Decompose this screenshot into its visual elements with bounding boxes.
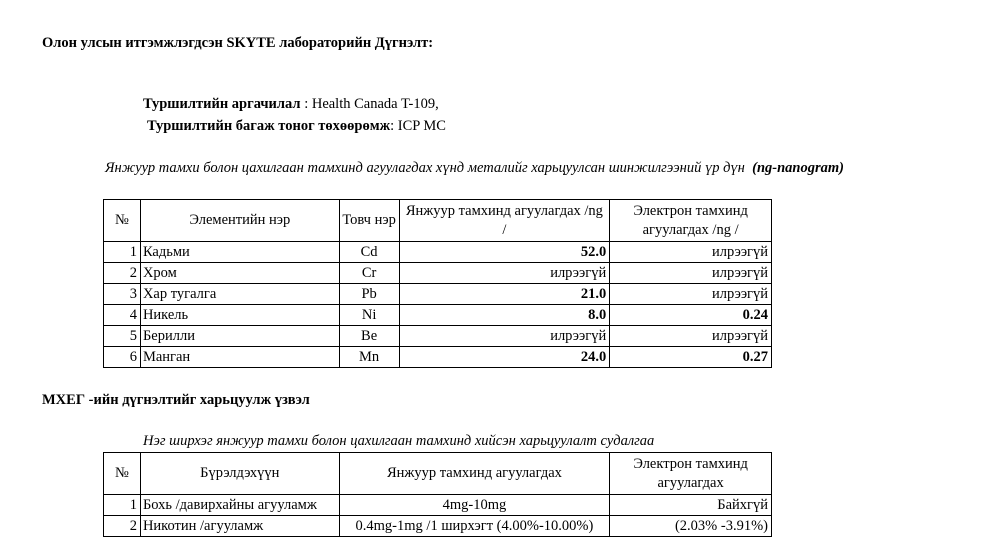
row-number: 2 bbox=[104, 516, 141, 537]
equipment-line bbox=[147, 118, 446, 135]
comparison-table bbox=[103, 452, 772, 537]
table-row bbox=[104, 326, 772, 347]
table1-caption bbox=[105, 160, 844, 177]
ecig-value: Байхгүй bbox=[610, 495, 772, 516]
row-number: 5 bbox=[104, 326, 141, 347]
row-number: 4 bbox=[104, 305, 141, 326]
element-name: Берилли bbox=[140, 326, 339, 347]
ecig-value: илрээгүй bbox=[610, 284, 772, 305]
cigarette-value: 24.0 bbox=[399, 347, 610, 368]
table1-header-cigarette: Янжуур тамхинд агуулагдах /ng / bbox=[399, 200, 610, 242]
table-row bbox=[104, 516, 772, 537]
table-row bbox=[104, 495, 772, 516]
ecig-value: 0.27 bbox=[610, 347, 772, 368]
table-row bbox=[104, 242, 772, 263]
cigarette-value: илрээгүй bbox=[399, 263, 610, 284]
method-label: Туршилтийн аргачилал bbox=[143, 96, 301, 112]
cigarette-value: 4mg-10mg bbox=[339, 495, 610, 516]
row-number: 1 bbox=[104, 495, 141, 516]
table2-header-component: Бүрэлдэхүүн bbox=[140, 453, 339, 495]
table-row bbox=[104, 263, 772, 284]
cigarette-value: 52.0 bbox=[399, 242, 610, 263]
ecig-value: илрээгүй bbox=[610, 326, 772, 347]
table-row bbox=[104, 284, 772, 305]
table-row bbox=[104, 347, 772, 368]
element-name: Хар тугалга bbox=[140, 284, 339, 305]
row-number: 1 bbox=[104, 242, 141, 263]
element-symbol: Be bbox=[339, 326, 399, 347]
table1-header-element: Элементийн нэр bbox=[140, 200, 339, 242]
equipment-value: : ICP MC bbox=[390, 118, 446, 134]
element-symbol: Pb bbox=[339, 284, 399, 305]
ecig-value: (2.03% -3.91%) bbox=[610, 516, 772, 537]
table1-header-symbol: Товч нэр bbox=[339, 200, 399, 242]
ecig-value: 0.24 bbox=[610, 305, 772, 326]
element-name: Манган bbox=[140, 347, 339, 368]
cigarette-value: 21.0 bbox=[399, 284, 610, 305]
table1-header-ecig: Электрон тамхинд агуулагдах /ng / bbox=[610, 200, 772, 242]
cigarette-value: 0.4mg-1mg /1 ширхэгт (4.00%-10.00%) bbox=[339, 516, 610, 537]
ecig-value: илрээгүй bbox=[610, 242, 772, 263]
element-symbol: Mn bbox=[339, 347, 399, 368]
row-number: 6 bbox=[104, 347, 141, 368]
element-symbol: Cr bbox=[339, 263, 399, 284]
table1-caption-text: Янжуур тамхи болон цахилгаан тамхинд агуулагдах хүнд металийг харьцуулсан шинжилгээний үр дүн bbox=[105, 160, 745, 176]
table2-header-no: № bbox=[104, 453, 141, 495]
method-line bbox=[143, 96, 439, 113]
table2-header-cigarette: Янжуур тамхинд агуулагдах bbox=[339, 453, 610, 495]
component-name: Никотин /агууламж bbox=[140, 516, 339, 537]
table2-caption: Нэг ширхэг янжуур тамхи болон цахилгаан тамхинд хийсэн харьцуулалт судалгаа bbox=[143, 433, 655, 449]
component-name: Бохь /давирхайны агууламж bbox=[140, 495, 339, 516]
heavy-metals-table bbox=[103, 199, 772, 368]
table1-caption-unit: (ng-nanogram) bbox=[752, 160, 844, 176]
table1-header-row bbox=[104, 200, 772, 242]
element-symbol: Ni bbox=[339, 305, 399, 326]
element-symbol: Cd bbox=[339, 242, 399, 263]
table2-header-ecig: Электрон тамхинд агуулагдах bbox=[610, 453, 772, 495]
table2-header-row bbox=[104, 453, 772, 495]
element-name: Никель bbox=[140, 305, 339, 326]
cigarette-value: илрээгүй bbox=[399, 326, 610, 347]
element-name: Хром bbox=[140, 263, 339, 284]
table-row bbox=[104, 305, 772, 326]
report-title: Олон улсын итгэмжлэгдсэн SKYTE лабораторийн Дүгнэлт: bbox=[42, 35, 434, 51]
table1-header-no: № bbox=[104, 200, 141, 242]
cigarette-value: 8.0 bbox=[399, 305, 610, 326]
element-name: Кадьми bbox=[140, 242, 339, 263]
method-value: : Health Canada T-109, bbox=[300, 96, 439, 112]
row-number: 3 bbox=[104, 284, 141, 305]
equipment-label: Туршилтийн багаж тоног төхөөрөмж bbox=[147, 118, 391, 134]
ecig-value: илрээгүй bbox=[610, 263, 772, 284]
section2-title: МХЕГ -ийн дүгнэлтийг харьцуулж үзвэл bbox=[42, 392, 310, 408]
row-number: 2 bbox=[104, 263, 141, 284]
